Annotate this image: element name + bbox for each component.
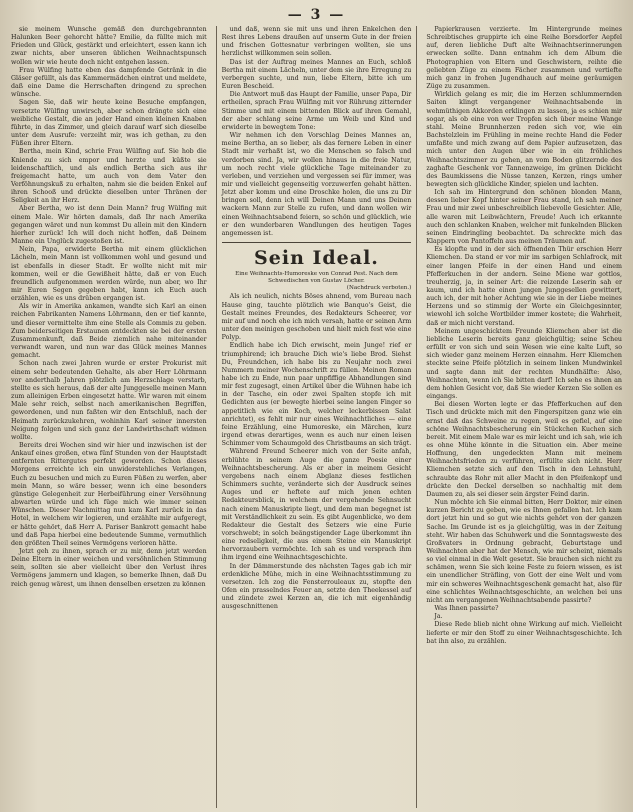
text-columns bbox=[8, 26, 625, 808]
paragraph: Meinem ungeschicktem Freunde Kliemchen aber ist die liebliche Leserin bereits ganz gleichgültig; seine Scheu erfüllt er von sich und sein Wesen wie eine kalte Luft, so sich wieder ganz meinem Herzen einnahm. Herr Kliemchen steckte seine Pfeife plötzlich in seinem linken Mundwinkel und sagte dann mit der rechten Mundhälfte: Also, Weihnachten, wenn ich Sie bitten darf! Ich sehe es ihnen an dem hohlen Gesicht vor, daß Sie wieder Kerzen Sie sollen es eingangs. bbox=[426, 327, 622, 401]
paragraph: Während Freund Scheerer mich von der Seite anfah, erblühte in seinem Auge die ganze Poesie einer Weihnachtsbescherung. Als er aber in meinem Gesicht vergebens nach einem Abglanz dieses festlichen Schimmers suchte, veränderte sich der Ausdruck seines Auges und er heftete auf mich jenen echten Redakteursblick, in welchem der vergehende Sehnsucht nach einem Manuskripte liegt, und dem man begegnet ist mit Verständlichkeit zu sein. Es gibt Augenblicke, wo dem Redakteur die Gestalt des Setzers wie eine Furie vorschwebt; in solch beängstigender Lage überkommt ihn eine redseligkeit, die aus einem Steine ein Manuskript hervorzaubern vermöchte. Ich sah es und versprach ihm ihm irgend eine Weihnachtsgeschichte. bbox=[221, 448, 412, 562]
page-number: — 3 — bbox=[287, 7, 346, 23]
paragraph: Jetzt geh zu ihnen, sprach er zu mir, denn jetzt werden Deine Eltern in einer weichen und versöhnlichen Stimmung sein, sollten sie aber vielleicht über den Verlust ihres Vermögens jammern und klagen, so bemerke Ihnen, daß Du reich genug wärest, um ihnen denselben ersetzen zu können bbox=[11, 548, 207, 588]
story-subtitle: Eine Weihnachts-Humoreske von Conrad Pest. Nach dem Schwedischen von Gustav Löcher. bbox=[235, 271, 398, 284]
paragraph: Als wir in Amerika ankamen, wandte sich Karl an einen reichen Fabrikanten Namens Löhrmann, den er tief kannte, und dieser vermittelte ihm eine Stelle als Commis zu geben. Zum beiderseitigen Erstaunen entdeckten sie bei der ersten Zusammenkunft, daß Beide ziemlich nahe miteinander verwandt waren, und nun war das Glück meines Mannes gemacht. bbox=[11, 303, 207, 360]
right-column bbox=[423, 26, 625, 808]
paragraph: und daß, wenn sie mit uns und ihren Enkelchen den Rest ihres Lebens draußen auf unserm Gute in der freien und frischen Gottesnatur verbringen wollten, sie uns herzlichst willkommen sein sollen. bbox=[221, 26, 412, 58]
story-note: (Nachdruck verboten.) bbox=[346, 284, 412, 291]
section-divider bbox=[222, 242, 412, 243]
paragraph: Frau Wülfing hatte eben das dampfende Getränk in die Gläser gefüllt, als das Kammermädchen eintrat und meldete, daß eine Dame die Herrschaften dringend zu sprechen wünsche. bbox=[11, 66, 207, 99]
left-column bbox=[8, 26, 210, 808]
paragraph: Aber Bertha, wo ist denn Dein Mann? frug Wülfing mit einem Male. Wir hörten damals, daß Ihr nach Amerika gegangen wäret und nun kommst Du allein mit den Kindern hierher zurück! Ich will doch nicht hoffen, daß Deinem Manne ein Unglück zugestoßen ist. bbox=[11, 205, 207, 246]
paragraph: Die Antwort muß das Haupt der Familie, unser Papa, Dir ertheilen, sprach Frau Wülfing mit vor Rührung zitternder Stimme und mit einem bittenden Blick auf ihren Gemahl, der aber schlang seine Arme um Weib und Kind und erwiderte in bewegtem Tone: bbox=[221, 91, 412, 131]
paragraph: Es klopfte und in der sich öffnenden Thür erschien Herr Kliemchen. Da stand er vor mir im sarbigen Schlafrock, mit einer langen Pfeife in der einen Hand und einem Pfefferkuchen in der andern. Seine Miene war gottlos, treuherzig, ja, in seiner Art: die reizende Leserin sah er kaum, und ich hatte einen jungen Junggesellen gewittert, auch ich, der mit hoher Achtung wie sie in der Liebe meines Herzens und so stimmig der Worte ein Gleichgesinnter, wiewohl ich solche Wortbilder immer kostete; die Wahrheit, daß er mich nicht verstand. bbox=[426, 246, 622, 327]
paragraph: Nun möchte ich Sie einmal bitten, Herr Doktor, mir einen kurzen Bericht zu geben, wie es Ihnen gefallen hat. Ich kam dort jetzt hin und so gut wie nichts gehört von der ganzen Sache. Im Grunde ist es ja gleichgültig, was in der Zeitung steht. Wir haben das Schuhwerk und die Sonntagsweste des Großvaters in Ordnung gebracht, Geburtstage und Weihnachten aber hat der Mensch, wie mir scheint, niemals so viel einmal in die Welt gesetzt. Sie brauchen sich nicht zu schämen, wenn Sie sich keine Feste zu feiern wissen, es ist ein unendlicher Sträfling, von Gott der eine Welt und vom mir ein schweres Weihnachtsgeschenk gemacht hat, also für eine schlichtes Weihnachtsgeschichte, an welchen bei uns nicht am vergangenen Weihnachtsabende passirte? bbox=[426, 499, 622, 604]
story-meta bbox=[222, 285, 412, 292]
paragraph: Nein, Papa, erwiderte Bertha mit einem glücklichen Lächeln, mein Mann ist vollkommen wohl und gesund und ist ebenfalls in dieser Stadt. Er wollte nicht mit mir kommen, weil er die Gewißheit hätte, daß er von Euch freundlich aufgenommen werden würde, nun aber, wo Ihr mir Euren Segen gegeben habt, kann ich Euch auch erzählen, wie es uns drüben ergangen ist. bbox=[11, 246, 207, 303]
paragraph: Wirklich gelang es mir, die im Herzen schlummernden Saiten klingt vergangener Weihnachtsabende in wehmüthigen Akkorden erklingen zu lassen, ja es schien mir sogar, als ob eine von wer Tropfen sich über meine Wange stahl. Meine Brunnherzen reden sich vor, wie ein Bachstelzlein im Frühling in meine rechte Hand die Feder umfaßte und mich zwang auf dem Papier aufzusetzen, das mich unter den Augen über wie in ein fröhliches Weihnachtszimmer zu gehen, an vom Boden glitzernde des zaghafte Geschenk vor Tannenzweige, im grünen Dickicht des Baumkissens die Nüsse tanzen, Kerzen, rings umher bewegten sich glückliche Kinder, spielen und lachten. bbox=[426, 91, 622, 188]
paragraph: Bereits drei Wochen sind wir hier und inzwischen ist der Ankauf eines großen, etwa fünf Stunden von der Hauptstadt entfernten Rittergutes perfekt geworden. Schon dieses Morgens erreichte ich ein unwiderstehliches Verlangen, Euch zu besuchen und mich zu Euren Füßen zu werfen, aber mein Mann, so wäre besser, wenn ich eine besonders günstige Gelegenheit zur Herbeiführung einer Versöhnung abwarten würde und ich füge mich wie immer seinen Wünschen. Dieser Nachmittag nun kam Karl zurück in das Hotel, in welchem wir logieren, und erzählte mir aufgeregt, er hätte gehört, daß Herr A. Pariser Bankrott gemacht habe und daß Papa hierbei eine bedeutende Summe, vermuthlich den größten Theil seines Vermögens verloren hätte. bbox=[11, 441, 207, 547]
paragraph: Sagen Sie, daß wir heute keine Besuche empfangen, versetzte Wülfing unwirsch, aber schon drängte sich eine weibliche Gestalt, die an jeder Hand einen kleinen Knaben führte, in das Zimmer, und gleich darauf warf sich dieselbe unter dem Ausrufe: verzeiht mir, was ich gethan, zu den Füßen ihrer Eltern. bbox=[11, 99, 207, 148]
paragraph: Diese Rede blieb nicht ohne Wirkung auf mich. Vielleicht lieferte er mir den Stoff zu einer Weihnachtsgeschichte. Ich bat ihn also, zu erzählen. bbox=[426, 621, 622, 645]
paragraph: Bertha, mein Kind, schrie Frau Wülfing auf. Sie hob die Kniende zu sich empor und herzte und küßte sie leidenschaftlich, und als endlich Bertha sich aus ihr freigemacht hatte, um auch von dem Vater den Verföhnungskuß zu erhalten, nahm sie die beiden Enkel auf ihren Schooß und drückte dieselben unter Thränen der Seligkeit an ihr Herz. bbox=[11, 148, 207, 205]
paragraph: Als ich neulich, nichts Böses ahnend, vom Bureau nach Hause ging, tauchte plötzlich wie Banquo's Geist, die Gestalt meines Freundes, des Redakteurs Scheerer, vor mir auf und noch ehe ich mich versah, hatte er seinen Arm unter den meinigen geschoben und hielt mich fest wie eine Polyp. bbox=[221, 293, 412, 342]
paragraph: Ich sah im Hintergrund den schönen blonden Mann, dessen lieber Kopf hinter seiner Frau stand, ich sah meiner Frau und mir zwei unbeschreiblich liebevolle Gesichter. Alle, alle waren mit Leibwächtern, Freude! Auch ich erkannte auch den schlanken Knaben, welcher mit funkelnden Blicken seinen Eindringling beobachtet. Da schreckte mich das Klappern von Pantoffeln aus meinen Träumen auf. bbox=[426, 189, 622, 246]
middle-column-bottom-text bbox=[222, 293, 412, 611]
middle-column bbox=[216, 26, 418, 808]
paragraph: Endlich habe ich Dich erwischt, mein Junge! rief er triumphirend; ich brauche Dich wie's liebe Brod. Siehst Du, Freundchen, ich habe bis zu Neujahr noch zwei Nummern meiner Wochenschrift zu füllen. Meinen Roman habe ich zu Ende, nun paar unpfiffige Abhandlungen sind mir fest zugesagt, einen Artikel über die Wühnen habe ich in der Tasche, ein oder zwei Spalten stopfe ich mit Gedichten aus (er bewegte hierbei seine langen Finger so appetitlich wie ein Koch, welcher leckerbissen Salat anrichtet), es fehlt mir nur eines Weihnachtliches — eine feine Erzählung, eine Humoreske, ein Märchen, kurz irgend etwas derartiges, wenn es auch nur einen leisen Schimmer vom Schaumgold des Christbaums an sich trägt. bbox=[221, 342, 412, 448]
paragraph: Wir nehmen ich den Vorschlag Deines Mannes an, meine Bertha, an so lieber, als das fernere Leben in einer Stadt mir verhaßt ist, wo die Menschen so falsch und verdorben sind. Ja, wir wollen hinaus in die freie Natur, um noch recht viele glückliche Tage miteinander zu verleben, und verziehen und vergessen sei für immer, was mir und vielleicht gegenseitig vorzuwerfen gehabt hätten. Jetzt aber komm und eine Droschke holen, die uns zu Dir bringen soll, denn ich will Deinen Mann und uns Deinen wackern Mann zur Stelle zu rufen, und dann wollen wir einen Weihnachtsabend feiern, so schön und glücklich, wie er den wunderbaren Wandlungen des heutigen Tages angemessen ist. bbox=[221, 132, 412, 237]
paragraph: Schon nach zwei Jahren wurde er erster Prokurist mit einem sehr bedeutenden Gehalte, als aber Herr Löhrmann vor anderthalb Jahren plötzlich am Herzschlage verstarb, stellte es sich heraus, daß der alte Junggeselle meinen Mann zum alleinigen Erben eingesetzt hatte. Wir waren mit einem Male sehr reich, selbst nach amerikanischen Begriffen, gewordenen, und nun faßten wir den Entschluß, nach der Heimath zurückzukehren, wohinhin Karl seiner innersten Neigung folgen und sich ganz der Landwirthschaft widmen wollte. bbox=[11, 360, 207, 441]
paragraph: Ja. bbox=[434, 613, 443, 621]
paragraph: Das ist der Auftrag meines Mannes an Euch, schloß Bertha mit einem Lächeln, unter dem sie ihre Erregung zu verbergen suchte, und nun, liebe Eltern, bitte ich um Euren Bescheid. bbox=[221, 58, 412, 91]
paragraph: Bei diesen Worten legte er das Pfefferkuchen auf den Tisch und drückte mich mit den Fingerspitzen ganz wie ein ernst daß das Schweine zu regen, weil es gefiel, auf eine schöne Weihnachtsbescherung ein Stückchen Kuchen sich bereit. Mit einem Male war es mir leicht und ich sah, wie ich es ohne Mühe könnte in die Situation ein. Aber meine Hoffnung, den ungedeckten Mann mit meinem Weihnachtsfrieden zu verführen, erfüllte sich nicht. Herr Kliemchen setzte sich auf den Tisch in den Lehnstuhl, schraubte das Rohr mit aller Macht in den Pfeifenkopf und drückte den Deckel derselben so nachhaltig mit dem Daumen zu, als sei dieser sein ärgster Feind darin. bbox=[426, 401, 622, 498]
paragraph: In der Dämmerstunde des nächsten Tages gab ich mir erdenkliche Mühe, mich in eine Weihnachtsstimmung zu versetzen. Ich zog die Fensterrouleaux zu, stopfte den Ofen ein prasselndes Feuer an, setzte den Theekessel auf und zündete zwei Kerzen an, die ich mit eigenhändig ausgeschnittenen bbox=[221, 562, 412, 611]
paragraph: sie meinem Wunsche gemäß den durchgebrannten Halunken Beer gehorcht hätte? Emilie, da füllte mich mit Frieden und Glück, gestärkt und erleichtert, essen kann ich zwar nichts, aber unseren üblichen Weihnachtspunsch wollen wir wie heute doch nicht entgehen lassen. bbox=[11, 26, 207, 66]
paragraph: Was Ihnen passirte? bbox=[434, 605, 499, 613]
paragraph: Papierkrausen verzierte. Im Hintergrunde meines Schreibtisches gruppirte ich eine Reihe Borsdorfer Aepfel auf, deren liebliche Duft alte Weihnachtserinnerungen erwecken sollte. Dann entnahm ich dem Album die Photographien von Eltern und Geschwistern, reihte die geliebten Züge zu einem Fächer zusammen und vertiefte mich ganz in frohen Jugendhauch auf meine geräumigen Züge zu zusammen. bbox=[426, 26, 622, 91]
middle-column-top-text bbox=[222, 26, 412, 238]
story-title: Sein Ideal. bbox=[254, 247, 379, 270]
page-header bbox=[8, 6, 625, 24]
